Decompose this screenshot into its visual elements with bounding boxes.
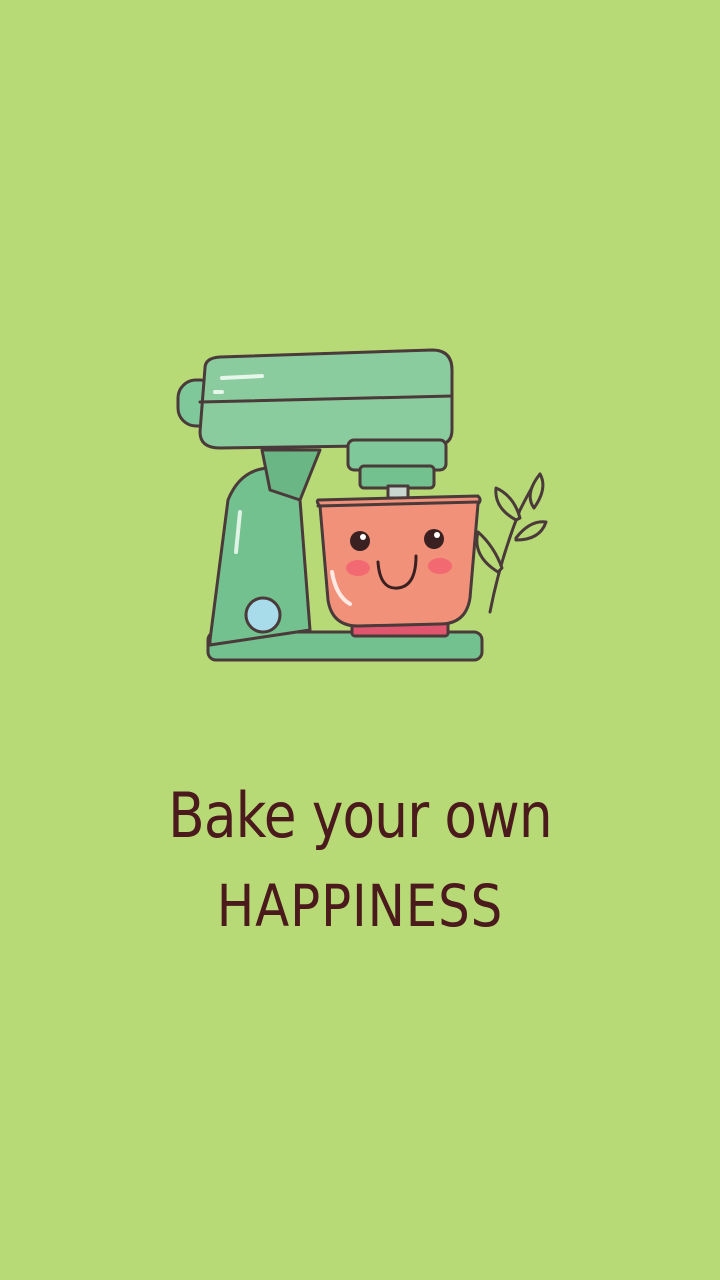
caption-line-2: HAPPINESS (216, 872, 504, 940)
leaf-sprig-icon (477, 474, 546, 612)
speed-knob-icon (246, 598, 280, 632)
stand-mixer-illustration (160, 330, 560, 680)
left-cheek (346, 560, 370, 576)
left-eye-icon (350, 531, 370, 551)
mixing-bowl (317, 496, 480, 626)
right-eye-icon (424, 529, 444, 549)
caption-line-1: Bake your own (168, 779, 552, 852)
caption (0, 770, 720, 950)
right-cheek (428, 558, 452, 574)
